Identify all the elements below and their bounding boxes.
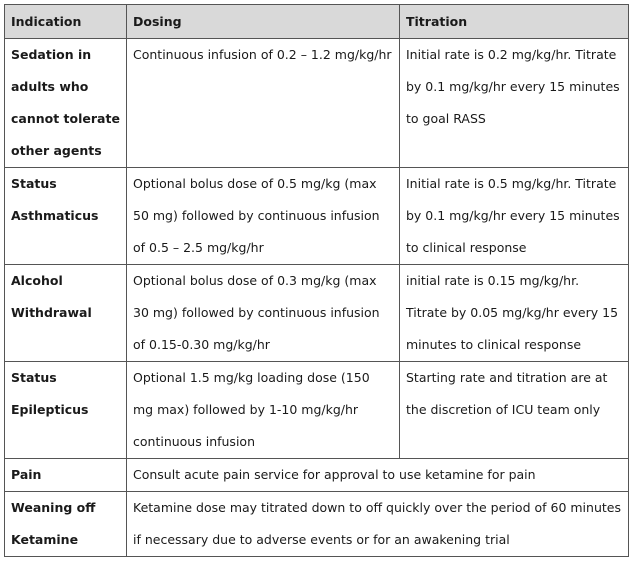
merged-cell: Ketamine dose may titrated down to off quickly over the period of 60 minutes if necessary due to adverse events or for an awakening trial [127,492,629,557]
table-row-pain [5,459,629,492]
titration-cell: Starting rate and titration are at the discretion of ICU team only [400,362,629,459]
table-row-status-epilepticus [5,362,629,459]
table-row-weaning [5,492,629,557]
indication-cell: Weaning off Ketamine [5,492,127,557]
merged-cell: Consult acute pain service for approval to use ketamine for pain [127,459,629,492]
dosing-cell: Optional 1.5 mg/kg loading dose (150 mg max) followed by 1-10 mg/kg/hr continuous infusion [127,362,400,459]
table-row-alcohol-withdrawal [5,265,629,362]
dosing-cell: Continuous infusion of 0.2 – 1.2 mg/kg/hr [127,39,400,168]
titration-cell: Initial rate is 0.2 mg/kg/hr. Titrate by 0.1 mg/kg/hr every 15 minutes to goal RASS [400,39,629,168]
table-row-sedation [5,39,629,168]
table-row-status-asthmaticus [5,168,629,265]
header-titration: Titration [400,5,629,39]
titration-cell: Initial rate is 0.5 mg/kg/hr. Titrate by 0.1 mg/kg/hr every 15 minutes to clinical response [400,168,629,265]
titration-cell: initial rate is 0.15 mg/kg/hr. Titrate by 0.05 mg/kg/hr every 15 minutes to clinical response [400,265,629,362]
indication-cell: Sedation in adults who cannot tolerate other agents [5,39,127,168]
indication-cell: Status Asthmaticus [5,168,127,265]
ketamine-dosing-table [4,4,629,557]
dosing-cell: Optional bolus dose of 0.5 mg/kg (max 50 mg) followed by continuous infusion of 0.5 – 2.5 mg/kg/hr [127,168,400,265]
header-indication: Indication [5,5,127,39]
dosing-cell: Optional bolus dose of 0.3 mg/kg (max 30 mg) followed by continuous infusion of 0.15-0.30 mg/kg/hr [127,265,400,362]
table-header-row [5,5,629,39]
indication-cell: Status Epilepticus [5,362,127,459]
indication-cell: Alcohol Withdrawal [5,265,127,362]
header-dosing: Dosing [127,5,400,39]
indication-cell: Pain [5,459,127,492]
